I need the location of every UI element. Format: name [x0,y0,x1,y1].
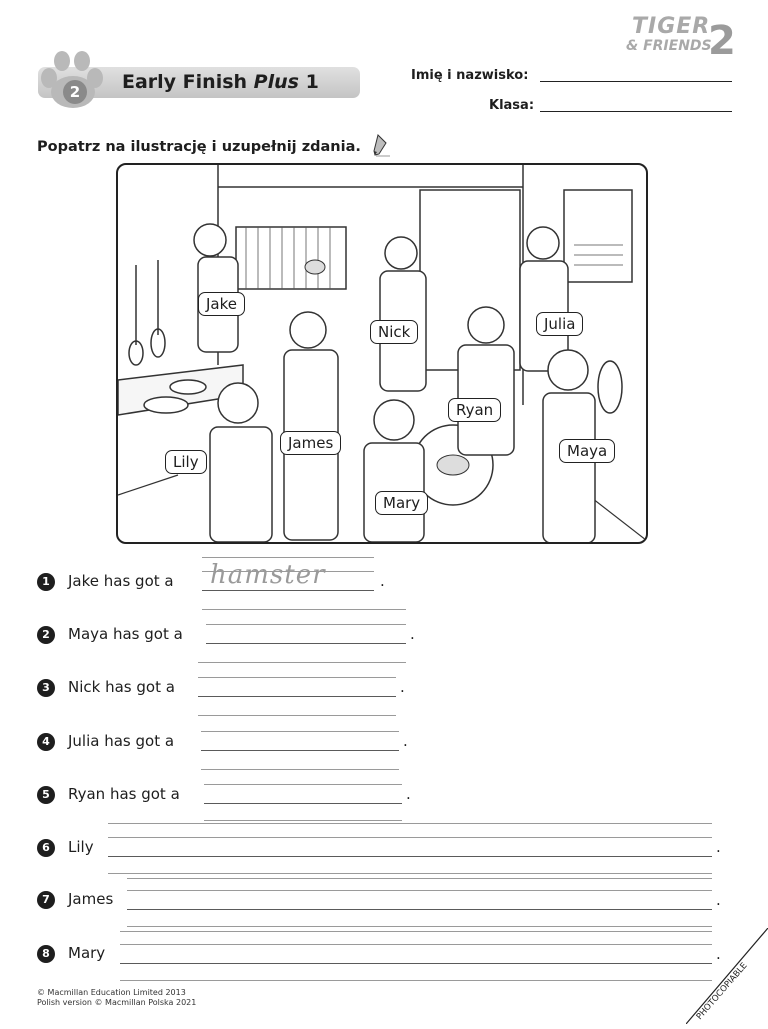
answer-line-5[interactable] [204,803,402,804]
instruction-label: Popatrz na ilustrację i uzupełnij zdania. [37,139,361,155]
title-italic: Plus [253,71,299,93]
guide-line [108,873,712,874]
tiger-and-friends-logo [622,14,746,64]
guide-line [127,890,712,891]
name-tag-julia: Julia [536,312,583,336]
name-tag-james: James [280,431,341,455]
answer-1[interactable]: hamster [210,560,326,590]
guide-line [127,926,712,927]
pet-shop-drawing [118,165,646,542]
title-suffix: 1 [298,71,319,93]
name-label: Imię i nazwisko: [411,68,529,83]
instruction-text [37,133,392,161]
title-prefix: Early Finish [122,71,254,93]
exercise-number-1: 1 [37,573,55,591]
copyright-line-1: © Macmillan Education Limited 2013 [37,988,186,997]
period: . [716,891,721,909]
period: . [716,945,721,963]
exercise-prompt-8: Mary [68,944,106,962]
exercise-number-8: 8 [37,945,55,963]
period: . [406,785,411,803]
logo-word-tiger: TIGER [632,14,711,39]
guide-line [198,662,406,663]
photocopiable-corner [686,928,768,1024]
guide-line [120,980,712,981]
period: . [410,625,415,643]
answer-line-3[interactable] [198,696,396,697]
guide-line [120,931,712,932]
guide-line [127,878,712,879]
copyright-notice [37,988,196,1008]
answer-line-6[interactable] [108,856,712,857]
exercise-prompt-4: Julia has got a [68,732,175,750]
exercise-number-2: 2 [37,626,55,644]
class-input-line[interactable] [540,111,732,112]
exercise-prompt-3: Nick has got a [68,678,175,696]
exercise-prompt-1: Jake has got a [68,572,174,590]
class-label: Klasa: [489,98,535,113]
answer-line-7[interactable] [127,909,712,910]
guide-line [108,837,712,838]
answer-line-2[interactable] [206,643,406,644]
name-input-line[interactable] [540,81,732,82]
guide-line [201,731,399,732]
guide-line [202,590,374,591]
guide-line [120,944,712,945]
guide-line [198,677,396,678]
guide-line [201,769,399,770]
guide-line [202,557,374,558]
paw-print-icon [37,48,111,108]
exercise-number-7: 7 [37,891,55,909]
period: . [380,572,385,590]
answer-line-8[interactable] [120,963,712,964]
guide-line [206,624,406,625]
guide-line [204,784,402,785]
name-tag-lily: Lily [165,450,207,474]
copyright-line-2: Polish version © Macmillan Polska 2021 [37,998,197,1007]
name-tag-ryan: Ryan [448,398,501,422]
exercise-prompt-6: Lily [68,838,94,856]
name-tag-jake: Jake [198,292,245,316]
answer-line-4[interactable] [201,750,399,751]
guide-line [202,609,406,610]
pencil-icon [372,133,392,161]
logo-level-number: 2 [708,18,736,64]
exercise-prompt-5: Ryan has got a [68,785,180,803]
period: . [400,678,405,696]
exercise-number-3: 3 [37,679,55,697]
name-tag-mary: Mary [375,491,428,515]
lesson-title [122,71,319,93]
exercise-number-6: 6 [37,839,55,857]
guide-line [198,715,396,716]
name-tag-maya: Maya [559,439,615,463]
logo-word-friends: & FRIENDS [626,38,712,54]
photocopiable-label: PHOTOCOPIABLE [694,960,750,1022]
unit-number-badge: 2 [63,80,87,104]
period: . [716,838,721,856]
exercise-number-5: 5 [37,786,55,804]
exercise-prompt-7: James [68,890,114,908]
exercise-prompt-2: Maya has got a [68,625,183,643]
guide-line [204,820,402,821]
pet-shop-illustration [116,163,648,544]
guide-line [108,823,712,824]
exercise-number-4: 4 [37,733,55,751]
name-tag-nick: Nick [370,320,418,344]
period: . [403,732,408,750]
